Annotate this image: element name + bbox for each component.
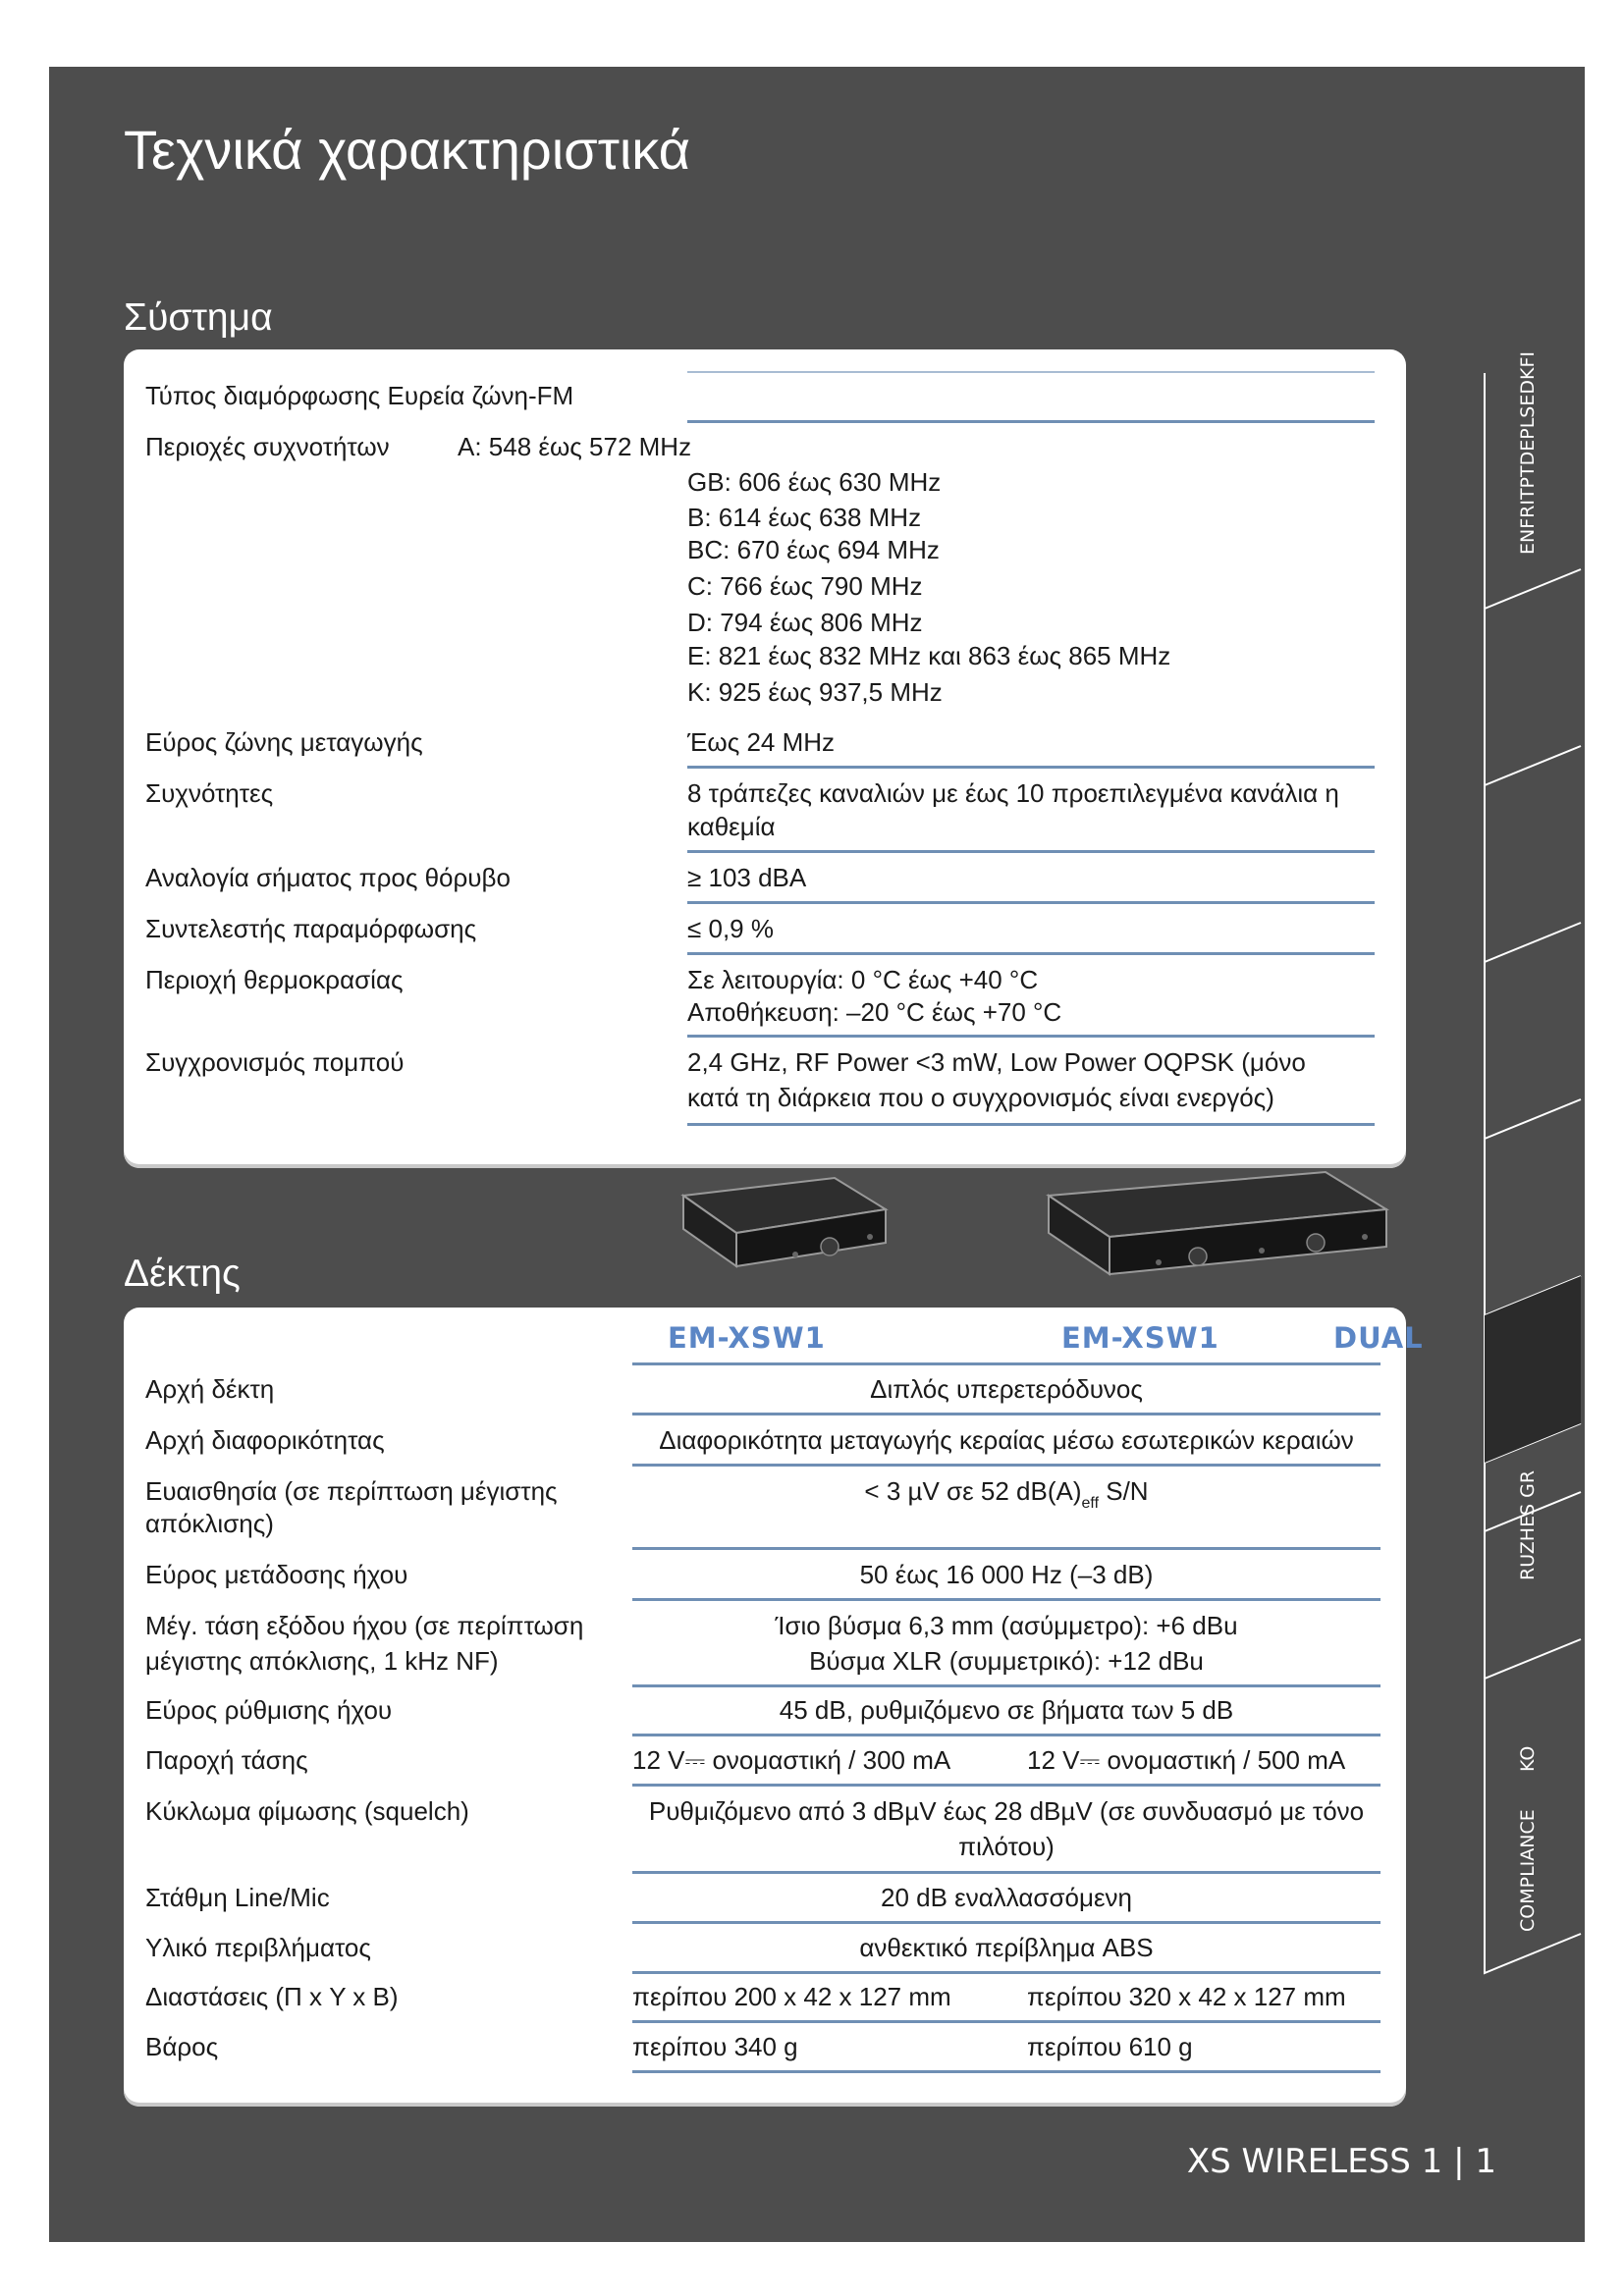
row-label: Στάθμη Line/Mic <box>145 1883 330 1912</box>
column-header-em-xsw1: EM-XSW1 <box>668 1321 826 1355</box>
row-label: Συντελεστής παραμόρφωσης <box>145 914 477 943</box>
row-label: Εύρος μετάδοσης ήχου <box>145 1560 408 1589</box>
rule <box>632 1362 1380 1365</box>
modulation-text: Τύπος διαμόρφωσης Ευρεία ζώνη-FM <box>145 381 574 410</box>
column-header-em-xsw1-dual: EM-XSW1 <box>1061 1321 1219 1355</box>
freq-band: D: 794 έως 806 MHz <box>687 608 923 637</box>
rule <box>632 1413 1380 1415</box>
row-value: Ρυθμιζόμενο από 3 dBµV έως 28 dBµV (σε συνδυασμό με τόνο <box>648 1796 1365 1826</box>
freq-band: B: 614 έως 638 MHz <box>687 503 922 532</box>
system-heading: Σύστημα <box>124 296 273 339</box>
system-card <box>124 349 1406 1168</box>
row-value: Σε λειτουργία: 0 °C έως +40 °C <box>687 965 1039 994</box>
rule <box>687 952 1375 955</box>
em-xsw1-dual-device-image <box>1041 1166 1394 1294</box>
row-value-em-xsw1: περίπου 200 x 42 x 127 mm <box>632 1982 951 2011</box>
row-label: Βάρος <box>145 2032 219 2061</box>
freq-band: C: 766 έως 790 MHz <box>687 571 923 601</box>
row-label: Συχνότητες <box>145 778 274 808</box>
rule <box>687 901 1375 904</box>
row-label: Εύρος ρύθμισης ήχου <box>145 1695 393 1725</box>
rule <box>632 1734 1380 1736</box>
rule <box>632 1684 1380 1687</box>
row-value: Διπλός υπερετερόδυνος <box>870 1374 1143 1404</box>
language-tab-ko[interactable]: KO <box>1517 1745 1539 1772</box>
rule <box>687 850 1375 853</box>
row-label: απόκλισης) <box>145 1509 274 1538</box>
row-value: 2,4 GHz, RF Power <3 mW, Low Power OQPSK (μόνο <box>687 1047 1306 1077</box>
em-xsw1-device-image <box>677 1170 893 1280</box>
freq-label: Περιοχές συχνοτήτων <box>145 432 390 461</box>
sensitivity-suffix: S/N <box>1099 1476 1149 1506</box>
language-tab-strip <box>1483 373 1585 1983</box>
freq-band: BC: 670 έως 694 MHz <box>687 535 940 564</box>
row-value: ≤ 0,9 % <box>687 914 774 943</box>
freq-band: GB: 606 έως 630 MHz <box>687 467 942 497</box>
rule <box>632 2070 1380 2073</box>
rule <box>632 1921 1380 1924</box>
rule <box>632 1871 1380 1874</box>
row-value-em-xsw1: 12 V⎓ ονομαστική / 300 mA <box>632 1745 951 1775</box>
freq-band-a: A: 548 έως 572 MHz <box>458 432 692 461</box>
rule <box>687 766 1375 769</box>
rule <box>632 1464 1380 1467</box>
row-label: Αναλογία σήματος προς θόρυβο <box>145 863 511 892</box>
row-value: 20 dB εναλλασσόμενη <box>880 1883 1132 1912</box>
row-value: 8 τράπεζες καναλιών με έως 10 προεπιλεγμένα κανάλια η καθεμία <box>687 778 1339 841</box>
row-label: Ευαισθησία (σε περίπτωση μέγιστης <box>145 1476 558 1506</box>
row-value: 45 dB, ρυθμιζόμενο σε βήματα των 5 dB <box>779 1695 1234 1725</box>
freq-band: K: 925 έως 937,5 MHz <box>687 677 943 707</box>
language-tab-group-1[interactable]: ENFRITPTDEPLSEDKFI <box>1517 351 1539 555</box>
row-label: Αρχή δέκτη <box>145 1374 275 1404</box>
rule <box>687 420 1375 423</box>
row-label: Συγχρονισμός πομπού <box>145 1047 405 1077</box>
page-footer: XS WIRELESS 1 | 1 <box>1186 2142 1496 2181</box>
row-label: Κύκλωμα φίμωσης (squelch) <box>145 1796 469 1826</box>
row-value: πιλότου) <box>958 1832 1055 1861</box>
row-value: Διαφορικότητα μεταγωγής κεραίας μέσω εσωτερικών κεραιών <box>659 1425 1354 1455</box>
row-label: μέγιστης απόκλισης, 1 kHz NF) <box>145 1646 499 1676</box>
sensitivity-subscript: eff <box>1081 1495 1100 1512</box>
row-value: 50 έως 16 000 Hz (–3 dB) <box>859 1560 1154 1589</box>
row-value-em-xsw1-dual: 12 V⎓ ονομαστική / 500 mA <box>1027 1745 1346 1775</box>
rule <box>632 1971 1380 1974</box>
row-value: ανθεκτικό περίβλημα ABS <box>859 1933 1154 1962</box>
row-value: ≥ 103 dBA <box>687 863 807 892</box>
page-title: Τεχνικά χαρακτηριστικά <box>124 119 690 181</box>
rule <box>687 371 1375 373</box>
compliance-tab[interactable]: COMPLIANCE <box>1517 1809 1539 1932</box>
row-value <box>632 1474 1380 1513</box>
row-value: Ίσιο βύσμα 6,3 mm (ασύμμετρο): +6 dBu <box>775 1611 1238 1640</box>
rule <box>632 1598 1380 1601</box>
sensitivity-value: < 3 µV σε 52 dB(A) <box>864 1476 1082 1506</box>
receiver-heading: Δέκτης <box>124 1253 241 1295</box>
rule <box>632 2020 1380 2023</box>
rule <box>632 1547 1380 1550</box>
receiver-card <box>124 1308 1424 2107</box>
freq-band: E: 821 έως 832 MHz και 863 έως 865 MHz <box>687 641 1171 670</box>
language-tab-group-2[interactable]: RUZHES GR <box>1517 1469 1539 1580</box>
row-label: Υλικό περιβλήματος <box>145 1933 371 1962</box>
row-value: Βύσμα XLR (συμμετρικό): +12 dBu <box>809 1646 1204 1676</box>
row-label: Αρχή διαφορικότητας <box>145 1425 385 1455</box>
rule <box>687 1123 1375 1126</box>
rule <box>687 1035 1375 1038</box>
row-label: Παροχή τάσης <box>145 1745 308 1775</box>
row-label: Διαστάσεις (Π x Υ x Β) <box>145 1982 399 2011</box>
row-value: Έως 24 MHz <box>687 727 836 757</box>
row-value-em-xsw1-dual: περίπου 320 x 42 x 127 mm <box>1027 1982 1346 2011</box>
row-value: κατά τη διάρκεια που ο συγχρονισμός είναι ενεργός) <box>687 1083 1274 1112</box>
column-header-dual: DUAL <box>1333 1321 1424 1355</box>
row-value-em-xsw1: περίπου 340 g <box>632 2032 798 2061</box>
row-label: Μέγ. τάση εξόδου ήχου (σε περίπτωση <box>145 1611 584 1640</box>
row-value: Αποθήκευση: –20 °C έως +70 °C <box>687 997 1062 1027</box>
row-value-em-xsw1-dual: περίπου 610 g <box>1027 2032 1193 2061</box>
rule <box>632 1784 1380 1787</box>
row-label: Περιοχή θερμοκρασίας <box>145 965 404 994</box>
row-label: Εύρος ζώνης μεταγωγής <box>145 727 423 757</box>
